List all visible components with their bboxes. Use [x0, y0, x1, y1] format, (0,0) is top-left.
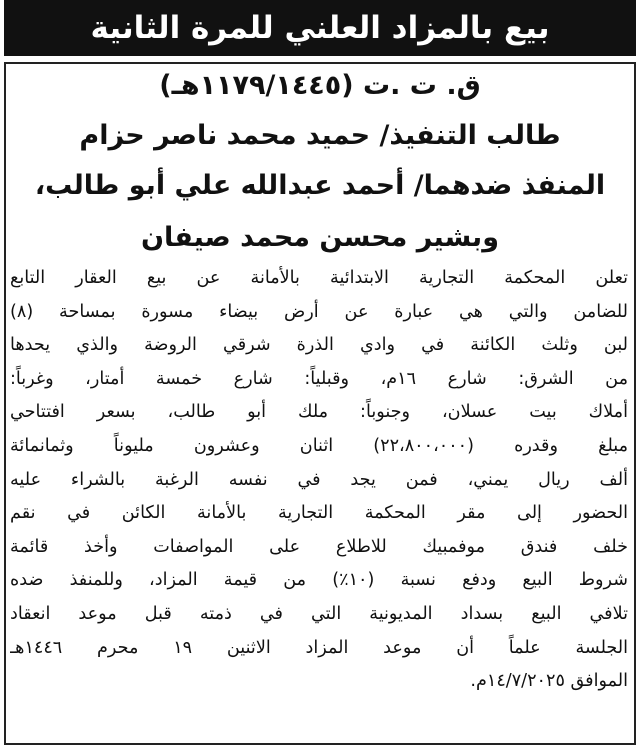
- body-line: الحضور إلى مقر المحكمة التجارية بالأمانة الكائن في نقم: [10, 503, 628, 524]
- respondent-line-1: المنفذ ضدهما/ أحمد عبدالله علي أبو طالب،: [34, 170, 606, 201]
- banner-title: بيع بالمزاد العلني للمرة الثانية: [90, 10, 550, 46]
- case-number: ق. ت .ت (١١٧٩/١٤٤٥هـ): [159, 70, 481, 101]
- announcement-banner: [4, 0, 636, 56]
- body-line: تلافي البيع بسداد المديونية التي في ذمته قبل موعد انعقاد: [10, 603, 628, 624]
- body-line: تعلن المحكمة التجارية الابتدائية بالأمانة عن بيع العقار التابع: [10, 268, 628, 288]
- body-line: من الشرق: شارع ١٦م، وقبلياً: شارع خمسة أمتار، وغرباً:: [10, 368, 628, 389]
- body-line: أملاك بيت عسلان، وجنوباً: ملك أبو طالب، بسعر افتتاحي: [10, 402, 628, 423]
- body-line: مبلغ وقدره (٢٢،٨٠٠،٠٠٠) اثنان وعشرون مليوناً وثمانمائة: [10, 435, 628, 456]
- body-line: للضامن والتي هي عبارة عن أرض بيضاء مسورة بمساحة (٨): [10, 301, 628, 322]
- respondent-line-2: وبشير محسن محمد صيفان: [141, 222, 499, 253]
- body-line: شروط البيع ودفع نسبة (١٠٪) من قيمة المزاد، وللمنفذ ضده: [10, 570, 628, 591]
- body-line: لبن وثلث الكائنة في وادي الذرة شرقي الروضة والذي يحدها: [10, 335, 628, 356]
- body-line: الموافق ١٤/٧/٢٠٢٥م.: [470, 671, 628, 692]
- announcement-body: [10, 262, 628, 699]
- body-line: خلف فندق موفمبيك للاطلاع على المواصفات وأخذ قائمة: [10, 536, 628, 557]
- applicant-line: طالب التنفيذ/ حميد محمد ناصر حزام: [79, 120, 561, 151]
- body-line: الجلسة علماً أن موعد المزاد الاثنين ١٩ محرم ١٤٤٦هـ: [10, 637, 628, 658]
- body-line: ألف ريال يمني، فمن يجد في نفسه الرغبة بالشراء عليه: [10, 469, 628, 490]
